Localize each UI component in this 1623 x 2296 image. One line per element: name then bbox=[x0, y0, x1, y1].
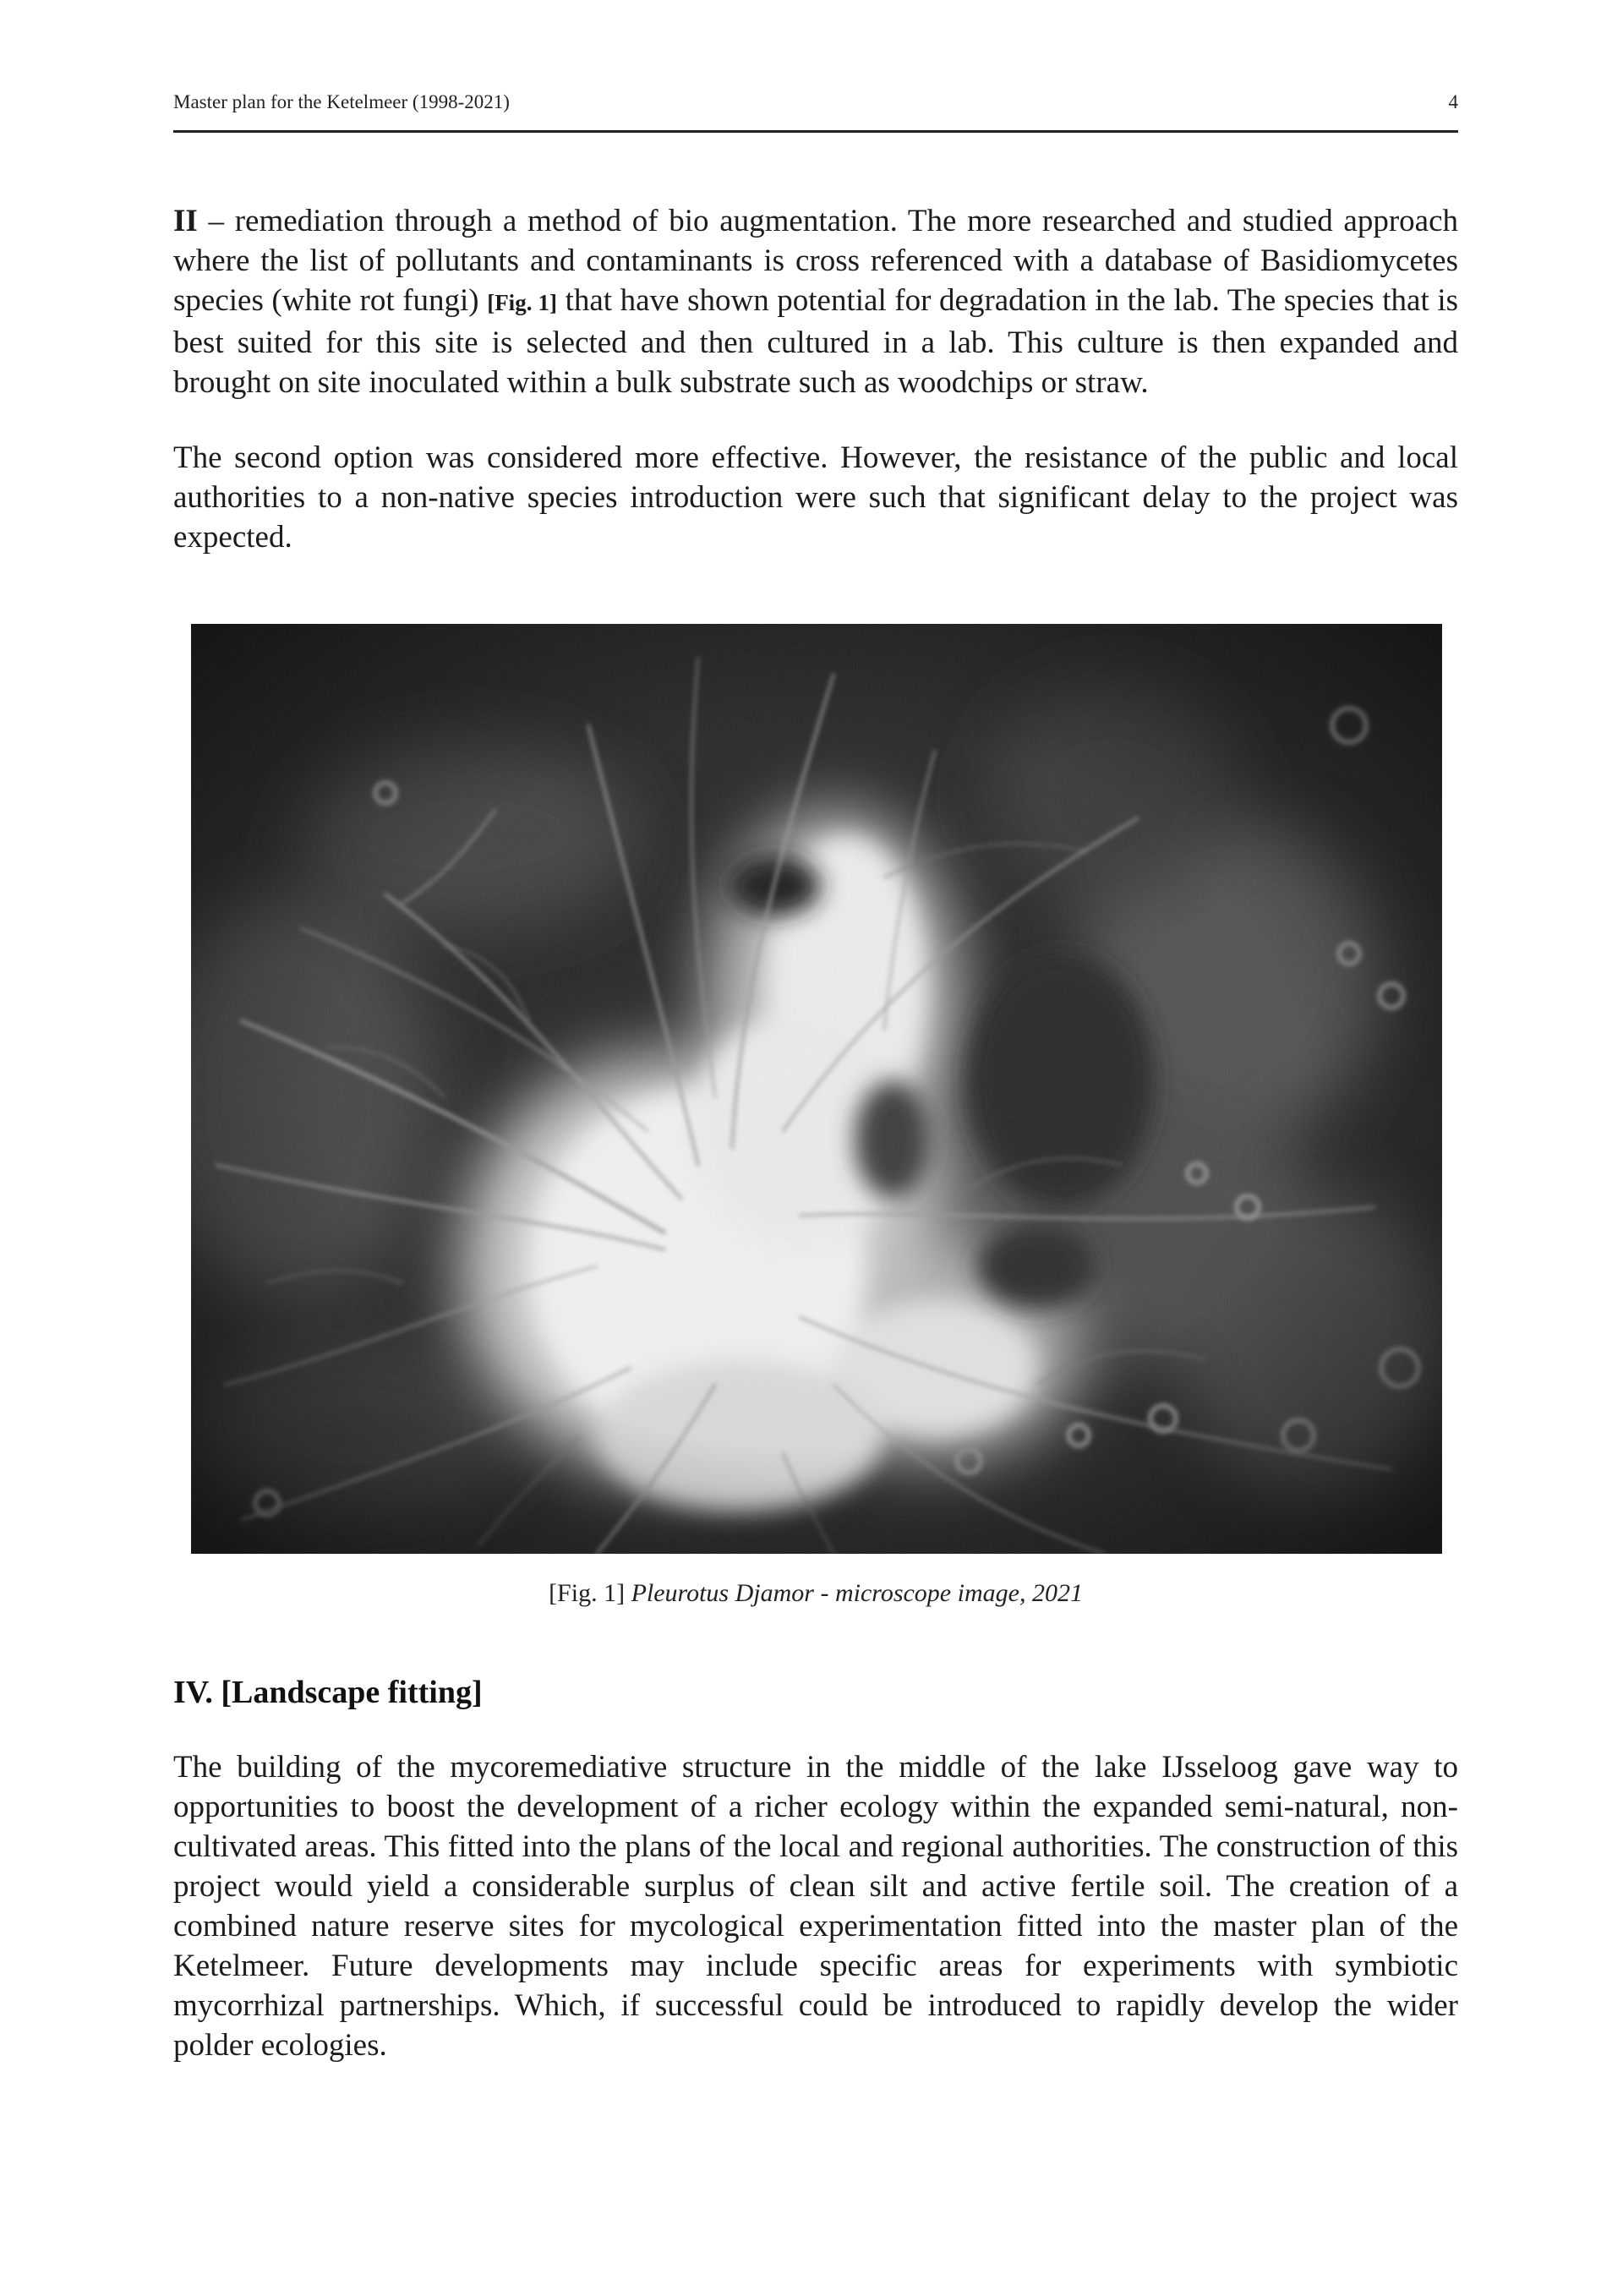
microscope-image bbox=[191, 624, 1442, 1554]
paragraph-bio-augmentation bbox=[173, 201, 1458, 402]
caption-text: Pleurotus Djamor - microscope image, 2021 bbox=[631, 1579, 1083, 1607]
section-heading: IV. [Landscape fitting] bbox=[173, 1675, 483, 1710]
running-title: Master plan for the Ketelmeer (1998-2021) bbox=[173, 91, 510, 112]
caption-label: [Fig. 1] bbox=[549, 1579, 626, 1607]
paragraph-text-before-ref: – remediation through a method of bio augmentation. The more researched and studied approach where the list of pollutants and contaminants is cross referenced with a database of Basidiomycetes species (white rot fungi) bbox=[173, 204, 1458, 318]
paragraph-lead-numeral: II bbox=[173, 204, 198, 238]
header-rule bbox=[173, 130, 1458, 133]
figure-reference: [Fig. 1] bbox=[487, 290, 558, 315]
running-header bbox=[173, 91, 1458, 113]
paragraph-landscape-fitting: The building of the mycoremediative structure in the middle of the lake IJsseloog gave way to opportunities to boost the development of a richer ecology within the expanded semi-natural, non-cultivated areas. This fitted into the plans of the local and regional authorities. The construction of this project would yield a considerable surplus of clean silt and active fertile soil. The creation of a combined nature reserve sites for mycological experimentation fitted into the master plan of the Ketelmeer. Future developments may include specific areas for experiments with symbiotic mycorrhizal partnerships. Which, if successful could be introduced to rapidly develop the wider polder ecologies. bbox=[173, 1750, 1458, 2063]
page-number: 4 bbox=[1448, 91, 1458, 112]
paragraph-text-after-ref: that have shown potential for degradation in the lab. The species that is best suited for this site is selected and then cultured in a lab. This culture is then expanded and brought on site inoculated within a bulk substrate such as woodchips or straw. bbox=[173, 283, 1458, 400]
figure-caption bbox=[173, 1579, 1458, 1608]
paragraph-second-option: The second option was considered more effective. However, the resistance of the public and local authorities to a non-native species introduction were such that significant delay to the project was expected. bbox=[173, 440, 1458, 555]
